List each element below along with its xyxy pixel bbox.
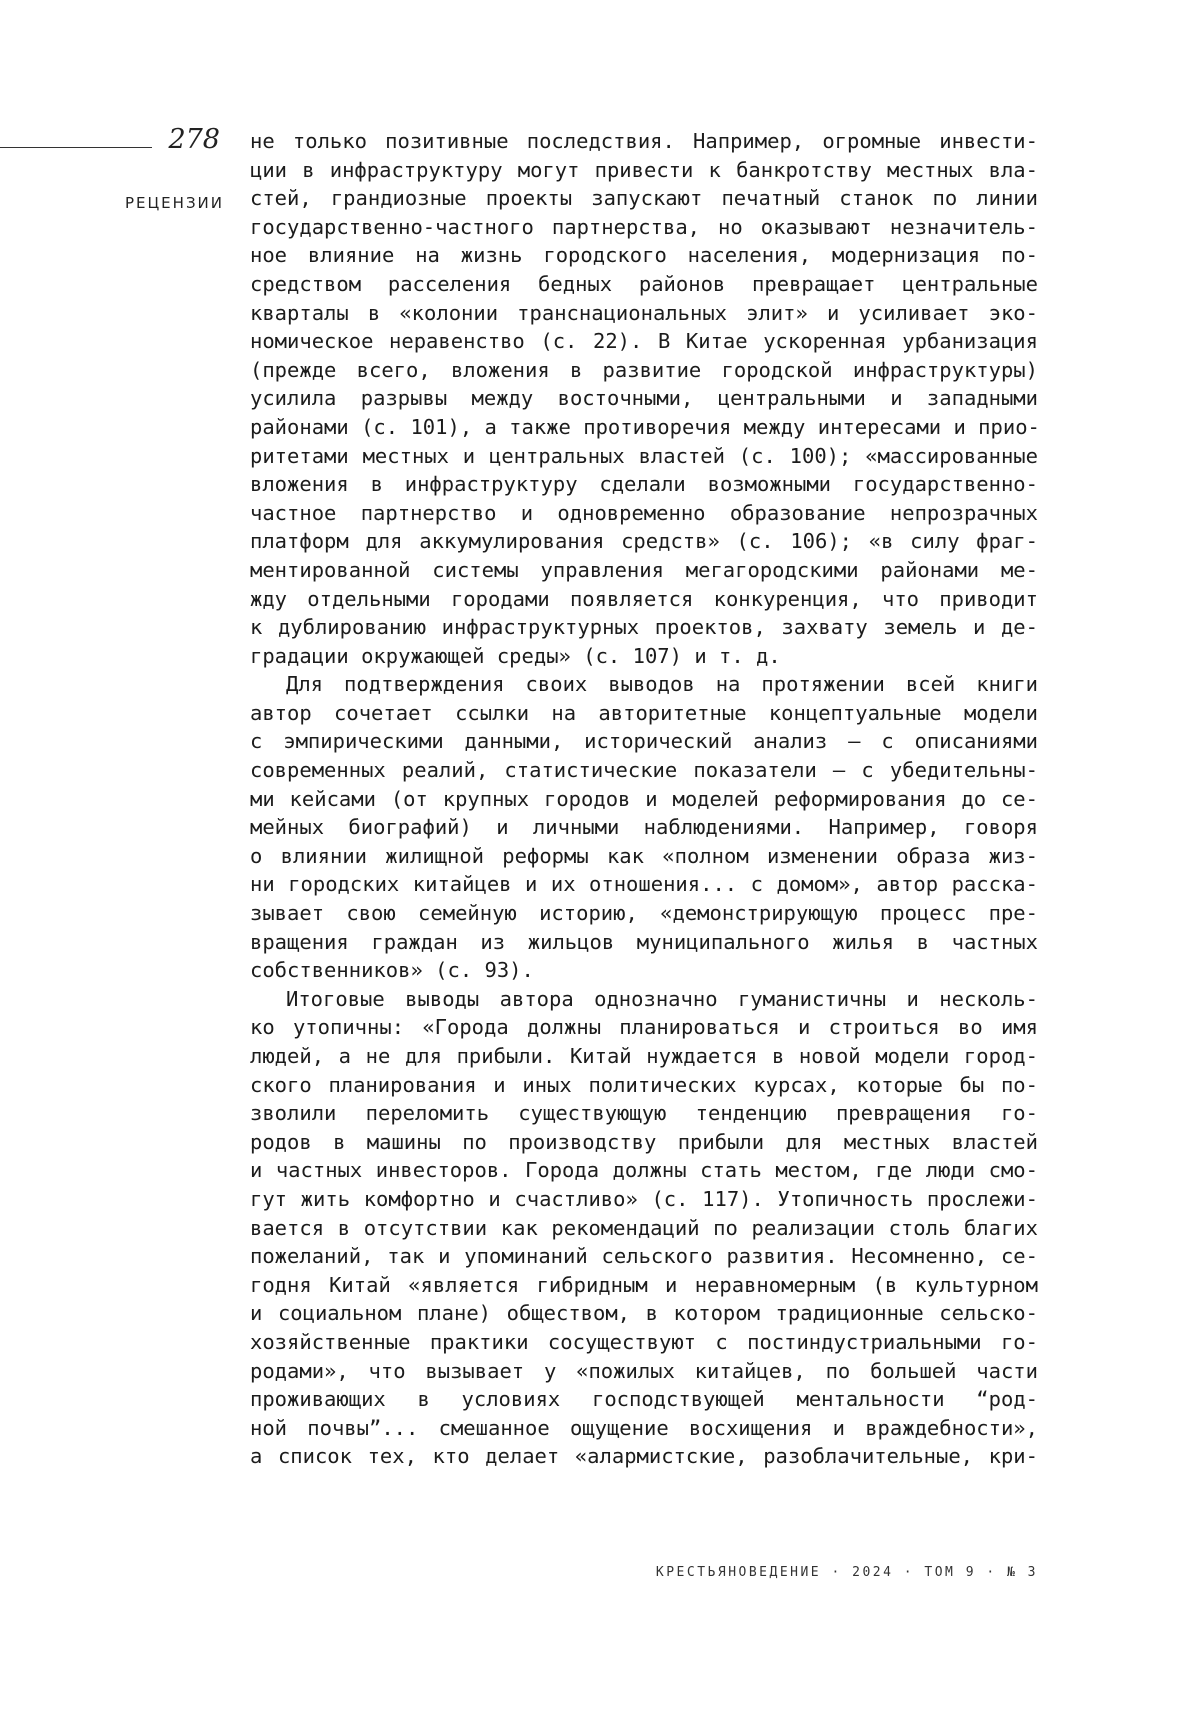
text-line: пожеланий, так и упоминаний сельского развития. Несомненно, се-	[250, 1242, 1038, 1271]
text-line: людей, а не для прибыли. Китай нуждается в новой модели город-	[250, 1042, 1038, 1071]
text-line: частное партнерство и одновременно образование непрозрачных	[250, 499, 1038, 528]
text-line: собственников» (с. 93).	[250, 956, 1038, 985]
text-line: автор сочетает ссылки на авторитетные концептуальные модели	[250, 699, 1038, 728]
text-line: и частных инвесторов. Города должны стать местом, где люди смо-	[250, 1156, 1038, 1185]
text-line: зывает свою семейную историю, «демонстрирующую процесс пре-	[250, 899, 1038, 928]
text-line: ное влияние на жизнь городского населения, модернизация по-	[250, 241, 1038, 270]
text-line: платформ для аккумулирования средств» (с. 106); «в силу фраг-	[250, 527, 1038, 556]
text-line: ции в инфраструктуру могут привести к банкротству местных вла-	[250, 156, 1038, 185]
text-line: вается в отсутствии как рекомендаций по реализации столь благих	[250, 1214, 1038, 1243]
text-line: (прежде всего, вложения в развитие городской инфраструктуры)	[250, 356, 1038, 385]
text-line: ми кейсами (от крупных городов и моделей реформирования до се-	[250, 785, 1038, 814]
text-line: ни городских китайцев и их отношения... с домом», автор расска-	[250, 870, 1038, 899]
text-line: ной почвы”... смешанное ощущение восхищения и враждебности»,	[250, 1414, 1038, 1443]
text-line: мейных биографий) и личными наблюдениями. Например, говоря	[250, 813, 1038, 842]
text-line: жду отдельными городами появляется конкуренция, что приводит	[250, 585, 1038, 614]
text-line: градации окружающей среды» (с. 107) и т. д.	[250, 642, 1038, 671]
text-line: усилила разрывы между восточными, центральными и западными	[250, 384, 1038, 413]
text-line: годня Китай «является гибридным и неравномерным (в культурном	[250, 1271, 1038, 1300]
header-rule	[0, 147, 152, 148]
text-line: с эмпирическими данными, исторический анализ — с описаниями	[250, 727, 1038, 756]
text-line: проживающих в условиях господствующей ментальности “род-	[250, 1385, 1038, 1414]
text-line: хозяйственные практики сосуществуют с постиндустриальными го-	[250, 1328, 1038, 1357]
text-line: кварталы в «колонии транснациональных элит» и усиливает эко-	[250, 299, 1038, 328]
text-line: государственно-частного партнерства, но оказывают незначитель-	[250, 213, 1038, 242]
text-line: Для подтверждения своих выводов на протяжении всей книги	[250, 670, 1038, 699]
text-line: о влиянии жилищной реформы как «полном изменении образа жиз-	[250, 842, 1038, 871]
text-line: номическое неравенство (с. 22). В Китае ускоренная урбанизация	[250, 327, 1038, 356]
text-line: вложения в инфраструктуру сделали возможными государственно-	[250, 470, 1038, 499]
paragraph-2	[250, 670, 1038, 985]
text-line: ритетами местных и центральных властей (с. 100); «массированные	[250, 442, 1038, 471]
body-text	[250, 127, 1038, 1471]
text-line: родов в машины по производству прибыли для местных властей	[250, 1128, 1038, 1157]
text-line: ского планирования и иных политических курсах, которые бы по-	[250, 1071, 1038, 1100]
paragraph-3	[250, 985, 1038, 1471]
text-line: вращения граждан из жильцов муниципального жилья в частных	[250, 928, 1038, 957]
text-line: и социальном плане) обществом, в котором традиционные сельско-	[250, 1299, 1038, 1328]
text-line: стей, грандиозные проекты запускают печатный станок по линии	[250, 184, 1038, 213]
text-line: Итоговые выводы автора однозначно гуманистичны и несколь-	[250, 985, 1038, 1014]
journal-page	[0, 0, 1200, 1710]
text-line: районами (с. 101), а также противоречия между интересами и прио-	[250, 413, 1038, 442]
journal-footer: КРЕСТЬЯНОВЕДЕНИЕ · 2024 · ТОМ 9 · № 3	[640, 1564, 1038, 1582]
text-line: родами», что вызывает у «пожилых китайцев, по большей части	[250, 1357, 1038, 1386]
text-line: гут жить комфортно и счастливо» (с. 117). Утопичность прослежи-	[250, 1185, 1038, 1214]
text-line: не только позитивные последствия. Например, огромные инвести-	[250, 127, 1038, 156]
text-line: зволили переломить существующую тенденцию превращения го-	[250, 1099, 1038, 1128]
text-line: современных реалий, статистические показатели — с убедительны-	[250, 756, 1038, 785]
text-line: к дублированию инфраструктурных проектов, захвату земель и де-	[250, 613, 1038, 642]
paragraph-1	[250, 127, 1038, 670]
page-number: 278	[162, 124, 220, 156]
text-line: средством расселения бедных районов превращает центральные	[250, 270, 1038, 299]
text-line: а список тех, кто делает «алармистские, разоблачительные, кри-	[250, 1442, 1038, 1471]
text-line: ко утопичны: «Города должны планироваться и строиться во имя	[250, 1013, 1038, 1042]
section-label: РЕЦЕНЗИИ	[106, 193, 224, 213]
text-line: ментированной системы управления мегагородскими районами ме-	[250, 556, 1038, 585]
